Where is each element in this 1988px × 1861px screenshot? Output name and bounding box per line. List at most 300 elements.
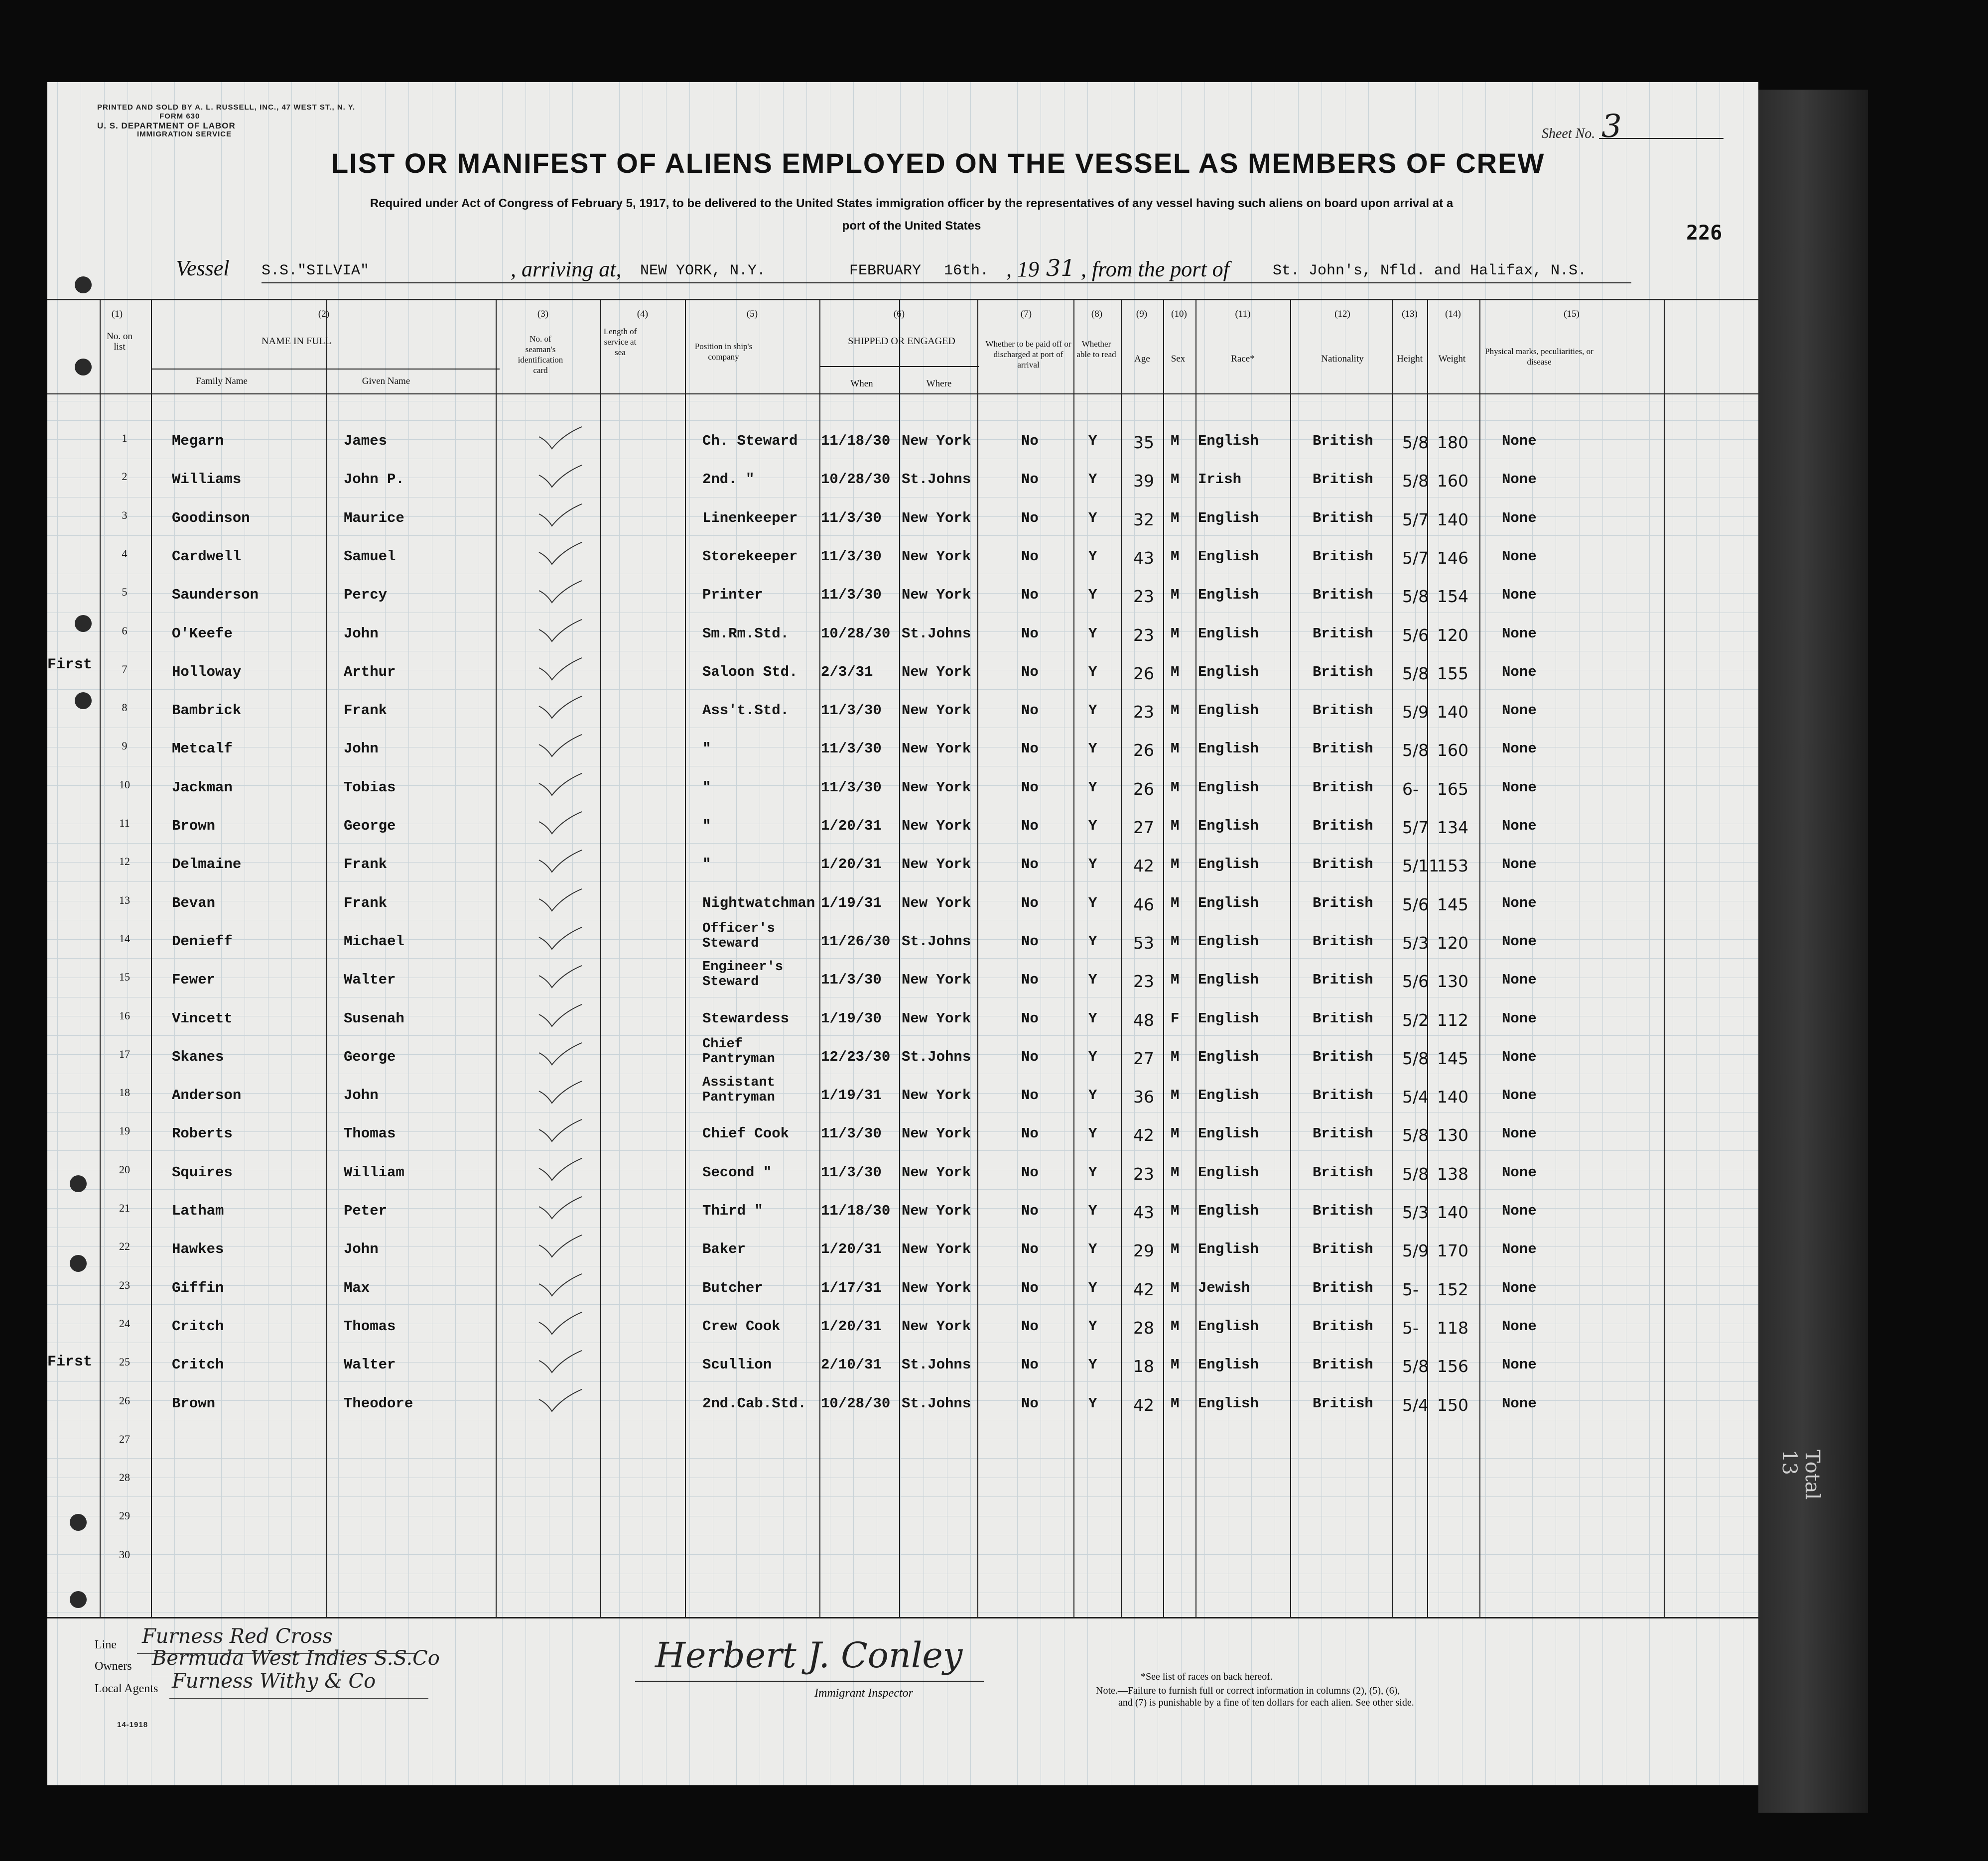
- shipped-where-cell: New York: [902, 548, 971, 565]
- id-card-check-icon: [538, 695, 583, 720]
- column-rule: [1163, 299, 1164, 1617]
- shipped-when-cell: 11/3/30: [821, 548, 882, 565]
- grid-line: [57, 82, 58, 1785]
- age-cell: 27: [1133, 1048, 1154, 1068]
- race-cell: English: [1198, 779, 1259, 796]
- physical-marks-cell: None: [1502, 972, 1537, 989]
- penalty-note-2: and (7) is punishable by a fine of ten dollars for each alien. See other side.: [1118, 1697, 1414, 1708]
- physical-marks-cell: None: [1502, 1357, 1537, 1373]
- shipped-when-cell: 11/3/30: [821, 972, 882, 989]
- nationality-cell: British: [1313, 933, 1373, 950]
- id-card-check-icon: [538, 1118, 583, 1143]
- given-name-cell: Frank: [344, 856, 388, 873]
- column-number: (10): [1171, 309, 1187, 319]
- sex-cell: F: [1171, 1010, 1180, 1027]
- column-number: (12): [1334, 309, 1350, 319]
- id-card-check-icon: [538, 1157, 583, 1182]
- shipped-when-cell: 1/19/31: [821, 1087, 882, 1104]
- position-cell: Nightwatchman: [702, 894, 815, 911]
- shipped-where-cell: New York: [902, 1125, 971, 1142]
- header-age: Age: [1134, 354, 1150, 364]
- weight-cell: 160: [1437, 471, 1468, 491]
- age-cell: 43: [1133, 1203, 1154, 1222]
- row-number: 1: [122, 432, 128, 444]
- given-name-cell: John: [344, 625, 379, 642]
- binding-hole: [75, 359, 92, 375]
- shipped-when-cell: 11/3/30: [821, 779, 882, 796]
- height-cell: 5/8: [1402, 663, 1429, 683]
- position-cell: Sm.Rm.Std.: [702, 625, 790, 642]
- shipped-where-cell: St.Johns: [902, 933, 971, 950]
- paid-off-cell: No: [1021, 509, 1039, 526]
- shipped-when-cell: 1/17/31: [821, 1279, 882, 1296]
- arrival-month: FEBRUARY: [849, 262, 922, 279]
- physical-marks-cell: None: [1502, 702, 1537, 719]
- column-rule: [496, 299, 497, 1617]
- family-name-cell: Jackman: [172, 779, 233, 796]
- row-number: 8: [122, 701, 128, 714]
- physical-marks-cell: None: [1502, 856, 1537, 873]
- position-cell: ": [702, 856, 711, 873]
- shipped-where-cell: New York: [902, 1279, 971, 1296]
- race-cell: English: [1198, 856, 1259, 873]
- physical-marks-cell: None: [1502, 587, 1537, 604]
- grid-line: [47, 1035, 1758, 1036]
- header-length-service: Length of service at sea: [603, 327, 637, 357]
- sex-cell: M: [1171, 1164, 1180, 1181]
- column-number: (8): [1091, 309, 1103, 319]
- total-note: Total 13: [1778, 1450, 1824, 1500]
- able-to-read-cell: Y: [1088, 1087, 1097, 1104]
- table-rule: [151, 369, 500, 370]
- binding-hole: [75, 276, 92, 293]
- paid-off-cell: No: [1021, 1241, 1039, 1258]
- weight-cell: 140: [1437, 1203, 1468, 1222]
- grid-line: [47, 881, 1758, 882]
- age-cell: 36: [1133, 1087, 1154, 1107]
- row-number: 23: [119, 1278, 130, 1291]
- race-cell: English: [1198, 894, 1259, 911]
- nationality-cell: British: [1313, 509, 1373, 526]
- position-cell: Storekeeper: [702, 548, 798, 565]
- column-number: (4): [637, 309, 649, 319]
- given-name-cell: Thomas: [344, 1125, 396, 1142]
- physical-marks-cell: None: [1502, 1087, 1537, 1104]
- age-cell: 42: [1133, 856, 1154, 876]
- family-name-cell: Bambrick: [172, 702, 242, 719]
- id-card-check-icon: [538, 657, 583, 682]
- weight-cell: 160: [1437, 741, 1468, 760]
- shipped-where-cell: New York: [902, 433, 971, 449]
- sheet-label: Sheet No.: [1542, 126, 1595, 141]
- position-cell: Chief Pantryman: [702, 1036, 775, 1067]
- family-name-cell: Goodinson: [172, 509, 250, 526]
- shipped-when-cell: 1/19/31: [821, 894, 882, 911]
- year-prefix: , 19: [1006, 257, 1039, 281]
- column-number: (11): [1235, 309, 1251, 319]
- height-cell: 5/8: [1402, 1357, 1429, 1376]
- column-rule: [685, 299, 686, 1617]
- position-cell: Ass't.Std.: [702, 702, 790, 719]
- position-cell: Officer's Steward: [702, 921, 775, 951]
- column-rule: [1664, 299, 1665, 1617]
- column-number: (9): [1136, 309, 1148, 319]
- physical-marks-cell: None: [1502, 933, 1537, 950]
- column-rule: [899, 366, 900, 1617]
- shipped-where-cell: New York: [902, 894, 971, 911]
- nationality-cell: British: [1313, 587, 1373, 604]
- header-when: When: [850, 378, 873, 389]
- column-number: (14): [1445, 309, 1461, 319]
- column-number: (2): [318, 309, 330, 319]
- given-name-cell: George: [344, 1048, 396, 1065]
- sex-cell: M: [1171, 663, 1180, 680]
- age-cell: 48: [1133, 1010, 1154, 1030]
- able-to-read-cell: Y: [1088, 548, 1097, 565]
- grid-line: [455, 82, 456, 1785]
- height-cell: 5/8: [1402, 1125, 1429, 1145]
- height-cell: 5/9: [1402, 702, 1429, 722]
- nationality-cell: British: [1313, 894, 1373, 911]
- family-name-cell: Critch: [172, 1318, 224, 1335]
- row-number: 21: [119, 1202, 130, 1214]
- vessel-name: S.S."SILVIA": [262, 262, 370, 279]
- age-cell: 26: [1133, 663, 1154, 683]
- id-card-check-icon: [538, 1273, 583, 1298]
- grid-line: [47, 958, 1758, 959]
- physical-marks-cell: None: [1502, 1241, 1537, 1258]
- agents-underline: [169, 1698, 428, 1699]
- column-rule: [1073, 299, 1074, 1617]
- grid-line: [47, 1458, 1758, 1459]
- sex-cell: M: [1171, 1125, 1180, 1142]
- row-number: 18: [119, 1086, 130, 1099]
- grid-line: [47, 1304, 1758, 1305]
- age-cell: 32: [1133, 509, 1154, 529]
- able-to-read-cell: Y: [1088, 587, 1097, 604]
- manifest-sheet: [47, 82, 1758, 1785]
- footer-rule: [47, 1617, 1758, 1618]
- physical-marks-cell: None: [1502, 779, 1537, 796]
- shipped-when-cell: 12/23/30: [821, 1048, 891, 1065]
- weight-cell: 150: [1437, 1395, 1468, 1415]
- weight-cell: 170: [1437, 1241, 1468, 1261]
- position-cell: Crew Cook: [702, 1318, 781, 1335]
- header-name-in-full: NAME IN FULL: [262, 336, 331, 347]
- given-name-cell: Michael: [344, 933, 404, 950]
- able-to-read-cell: Y: [1088, 856, 1097, 873]
- family-name-cell: Williams: [172, 471, 242, 488]
- header-nationality: Nationality: [1321, 354, 1364, 364]
- signature-line: [635, 1681, 984, 1682]
- column-rule: [600, 299, 601, 1617]
- row-number: 29: [119, 1509, 130, 1522]
- physical-marks-cell: None: [1502, 1125, 1537, 1142]
- shipped-where-cell: New York: [902, 509, 971, 526]
- nationality-cell: British: [1313, 779, 1373, 796]
- weight-cell: 140: [1437, 509, 1468, 529]
- physical-marks-cell: None: [1502, 509, 1537, 526]
- weight-cell: 140: [1437, 702, 1468, 722]
- race-cell: English: [1198, 818, 1259, 834]
- shipped-when-cell: 11/18/30: [821, 1203, 891, 1219]
- family-name-cell: Vincett: [172, 1010, 233, 1027]
- column-number: (7): [1020, 309, 1032, 319]
- sex-cell: M: [1171, 509, 1180, 526]
- age-cell: 23: [1133, 972, 1154, 992]
- age-cell: 35: [1133, 433, 1154, 452]
- penalty-note-1: Note.—Failure to furnish full or correct information in columns (2), (5), (6),: [1096, 1685, 1400, 1696]
- sex-cell: M: [1171, 1203, 1180, 1219]
- height-cell: 5/4: [1402, 1395, 1429, 1415]
- height-cell: 5/2: [1402, 1010, 1429, 1030]
- row-number: 26: [119, 1394, 130, 1407]
- shipped-where-cell: St.Johns: [902, 1048, 971, 1065]
- shipped-where-cell: New York: [902, 1164, 971, 1181]
- shipped-when-cell: 2/10/31: [821, 1357, 882, 1373]
- age-cell: 23: [1133, 702, 1154, 722]
- able-to-read-cell: Y: [1088, 625, 1097, 642]
- physical-marks-cell: None: [1502, 818, 1537, 834]
- weight-cell: 145: [1437, 894, 1468, 914]
- grid-line: [1298, 82, 1299, 1785]
- given-name-cell: Walter: [344, 1357, 396, 1373]
- arrival-day: 16th.: [944, 262, 989, 279]
- row-number: 4: [122, 547, 128, 560]
- shipped-where-cell: St.Johns: [902, 471, 971, 488]
- paid-off-cell: No: [1021, 1048, 1039, 1065]
- id-card-check-icon: [538, 426, 583, 451]
- family-name-cell: Bevan: [172, 894, 216, 911]
- height-cell: 5/7: [1402, 818, 1429, 837]
- position-cell: Assistant Pantryman: [702, 1075, 775, 1106]
- age-cell: 23: [1133, 625, 1154, 645]
- row-number: 30: [119, 1548, 130, 1561]
- physical-marks-cell: None: [1502, 548, 1537, 565]
- vessel-label: Vessel: [176, 256, 230, 280]
- race-cell: English: [1198, 1087, 1259, 1104]
- paid-off-cell: No: [1021, 1087, 1039, 1104]
- subtitle-line-1: Required under Act of Congress of February 5, 1917, to be delivered to the United States immigration officer by the representatives of any vessel having such aliens on board upon arrival at a: [370, 197, 1454, 210]
- shipped-when-cell: 10/28/30: [821, 1395, 891, 1412]
- race-cell: English: [1198, 1357, 1259, 1373]
- nationality-cell: British: [1313, 741, 1373, 757]
- shipped-when-cell: 11/18/30: [821, 433, 891, 449]
- shipped-where-cell: New York: [902, 1203, 971, 1219]
- physical-marks-cell: None: [1502, 894, 1537, 911]
- header-race: Race*: [1231, 354, 1255, 364]
- vessel-underline: [262, 282, 1631, 283]
- header-weight: Weight: [1438, 354, 1466, 364]
- age-cell: 43: [1133, 548, 1154, 568]
- height-cell: 5/8: [1402, 1048, 1429, 1068]
- able-to-read-cell: Y: [1088, 509, 1097, 526]
- paid-off-cell: No: [1021, 1279, 1039, 1296]
- family-name-cell: Cardwell: [172, 548, 242, 565]
- nationality-cell: British: [1313, 1203, 1373, 1219]
- printer-line: PRINTED AND SOLD BY A. L. RUSSELL, INC., 47 WEST ST., N. Y.: [97, 103, 356, 112]
- position-cell: Saloon Std.: [702, 663, 798, 680]
- id-card-check-icon: [538, 965, 583, 990]
- position-cell: Ch. Steward: [702, 433, 798, 449]
- row-number: 27: [119, 1432, 130, 1445]
- sex-cell: M: [1171, 856, 1180, 873]
- sheet-number: 3: [1601, 108, 1622, 145]
- shipped-where-cell: St.Johns: [902, 1395, 971, 1412]
- weight-cell: 118: [1437, 1318, 1468, 1338]
- height-cell: 5/4: [1402, 1087, 1429, 1107]
- able-to-read-cell: Y: [1088, 471, 1097, 488]
- family-name-cell: Latham: [172, 1203, 224, 1219]
- paid-off-cell: No: [1021, 1010, 1039, 1027]
- binding-hole: [70, 1255, 87, 1272]
- height-cell: 5/8: [1402, 587, 1429, 607]
- age-cell: 23: [1133, 1164, 1154, 1184]
- shipped-when-cell: 1/20/31: [821, 1241, 882, 1258]
- paid-off-cell: No: [1021, 856, 1039, 873]
- weight-cell: 146: [1437, 548, 1468, 568]
- column-number: (5): [746, 309, 758, 319]
- age-cell: 23: [1133, 587, 1154, 607]
- given-name-cell: Susenah: [344, 1010, 404, 1027]
- column-rule: [1121, 299, 1122, 1617]
- able-to-read-cell: Y: [1088, 1395, 1097, 1412]
- row-number: 10: [119, 778, 130, 791]
- column-rule: [1479, 299, 1480, 1617]
- shipped-when-cell: 11/26/30: [821, 933, 891, 950]
- able-to-read-cell: Y: [1088, 1357, 1097, 1373]
- row-number: 15: [119, 971, 130, 984]
- position-cell: 2nd.Cab.Std.: [702, 1395, 806, 1412]
- height-cell: 5/6: [1402, 625, 1429, 645]
- form-number: FORM 630: [159, 112, 200, 121]
- able-to-read-cell: Y: [1088, 433, 1097, 449]
- shipped-where-cell: St.Johns: [902, 1357, 971, 1373]
- header-no-on-list: No. on list: [107, 331, 133, 352]
- weight-cell: 152: [1437, 1279, 1468, 1299]
- age-cell: 53: [1133, 933, 1154, 953]
- race-cell: English: [1198, 1241, 1259, 1258]
- weight-cell: 153: [1437, 856, 1468, 876]
- race-cell: English: [1198, 702, 1259, 719]
- column-number: (3): [537, 309, 549, 319]
- sex-cell: M: [1171, 1048, 1180, 1065]
- able-to-read-cell: Y: [1088, 1010, 1097, 1027]
- age-cell: 42: [1133, 1395, 1154, 1415]
- physical-marks-cell: None: [1502, 741, 1537, 757]
- race-cell: English: [1198, 1164, 1259, 1181]
- row-number: 20: [119, 1163, 130, 1176]
- header-where: Where: [926, 378, 952, 389]
- id-card-check-icon: [538, 926, 583, 951]
- grid-line: [47, 1612, 1758, 1613]
- binding-hole: [70, 1514, 87, 1531]
- race-cell: English: [1198, 1395, 1259, 1412]
- grid-line: [1017, 82, 1018, 1785]
- nationality-cell: British: [1313, 1279, 1373, 1296]
- position-cell: ": [702, 779, 711, 796]
- grid-line: [1485, 82, 1486, 1785]
- weight-cell: 140: [1437, 1087, 1468, 1107]
- physical-marks-cell: None: [1502, 471, 1537, 488]
- nationality-cell: British: [1313, 663, 1373, 680]
- weight-cell: 145: [1437, 1048, 1468, 1068]
- height-cell: 5-: [1402, 1318, 1419, 1338]
- nationality-cell: British: [1313, 818, 1373, 834]
- shipped-when-cell: 1/19/30: [821, 1010, 882, 1027]
- height-cell: 5/6: [1402, 972, 1429, 992]
- nationality-cell: British: [1313, 1241, 1373, 1258]
- given-name-cell: Thomas: [344, 1318, 396, 1335]
- line-value: Furness Red Cross: [142, 1625, 333, 1648]
- id-card-check-icon: [538, 1234, 583, 1259]
- owners-value: Bermuda West Indies S.S.Co: [152, 1647, 440, 1670]
- race-cell: English: [1198, 972, 1259, 989]
- column-number: (13): [1402, 309, 1418, 319]
- family-name-cell: Megarn: [172, 433, 224, 449]
- shipped-when-cell: 10/28/30: [821, 471, 891, 488]
- sex-cell: M: [1171, 894, 1180, 911]
- given-name-cell: Max: [344, 1279, 370, 1296]
- given-name-cell: George: [344, 818, 396, 834]
- sex-cell: M: [1171, 433, 1180, 449]
- row-number: 16: [119, 1009, 130, 1022]
- header-position: Position in ship's company: [694, 342, 753, 362]
- family-name-cell: Denieff: [172, 933, 233, 950]
- arriving-port: NEW YORK, N.Y.: [640, 262, 766, 279]
- position-cell: Chief Cook: [702, 1125, 790, 1142]
- sex-cell: M: [1171, 1318, 1180, 1335]
- family-name-cell: Saunderson: [172, 587, 259, 604]
- inspector-signature: Herbert J. Conley: [655, 1635, 963, 1676]
- sex-cell: M: [1171, 972, 1180, 989]
- manifest-title: LIST OR MANIFEST OF ALIENS EMPLOYED ON THE VESSEL AS MEMBERS OF CREW: [331, 147, 1545, 179]
- sex-cell: M: [1171, 702, 1180, 719]
- race-cell: English: [1198, 741, 1259, 757]
- id-card-check-icon: [538, 772, 583, 797]
- race-cell: English: [1198, 1203, 1259, 1219]
- id-card-check-icon: [538, 888, 583, 913]
- sex-cell: M: [1171, 1279, 1180, 1296]
- age-cell: 39: [1133, 471, 1154, 491]
- form-code: 14-1918: [117, 1721, 148, 1729]
- shipped-when-cell: 2/3/31: [821, 663, 873, 680]
- sex-cell: M: [1171, 779, 1180, 796]
- paid-off-cell: No: [1021, 587, 1039, 604]
- from-port: St. John's, Nfld. and Halifax, N.S.: [1273, 262, 1587, 279]
- position-cell: Engineer's Steward: [702, 960, 784, 990]
- id-card-check-icon: [538, 1003, 583, 1028]
- binding-hole: [70, 1175, 87, 1192]
- arrival-year: 31: [1046, 254, 1075, 281]
- paid-off-cell: No: [1021, 702, 1039, 719]
- family-name-cell: Squires: [172, 1164, 233, 1181]
- id-card-check-icon: [538, 1388, 583, 1413]
- grid-line: [1181, 82, 1182, 1785]
- column-number: (6): [893, 309, 905, 319]
- header-family-name: Family Name: [196, 376, 248, 386]
- row-number: 14: [119, 932, 130, 945]
- first-class-note-1: First: [47, 656, 93, 673]
- weight-cell: 154: [1437, 587, 1468, 607]
- race-cell: English: [1198, 1010, 1259, 1027]
- grid-line: [1649, 82, 1650, 1785]
- given-name-cell: Walter: [344, 972, 396, 989]
- grid-line: [47, 843, 1758, 844]
- nationality-cell: British: [1313, 702, 1373, 719]
- weight-cell: 130: [1437, 1125, 1468, 1145]
- line-underline: [137, 1653, 416, 1654]
